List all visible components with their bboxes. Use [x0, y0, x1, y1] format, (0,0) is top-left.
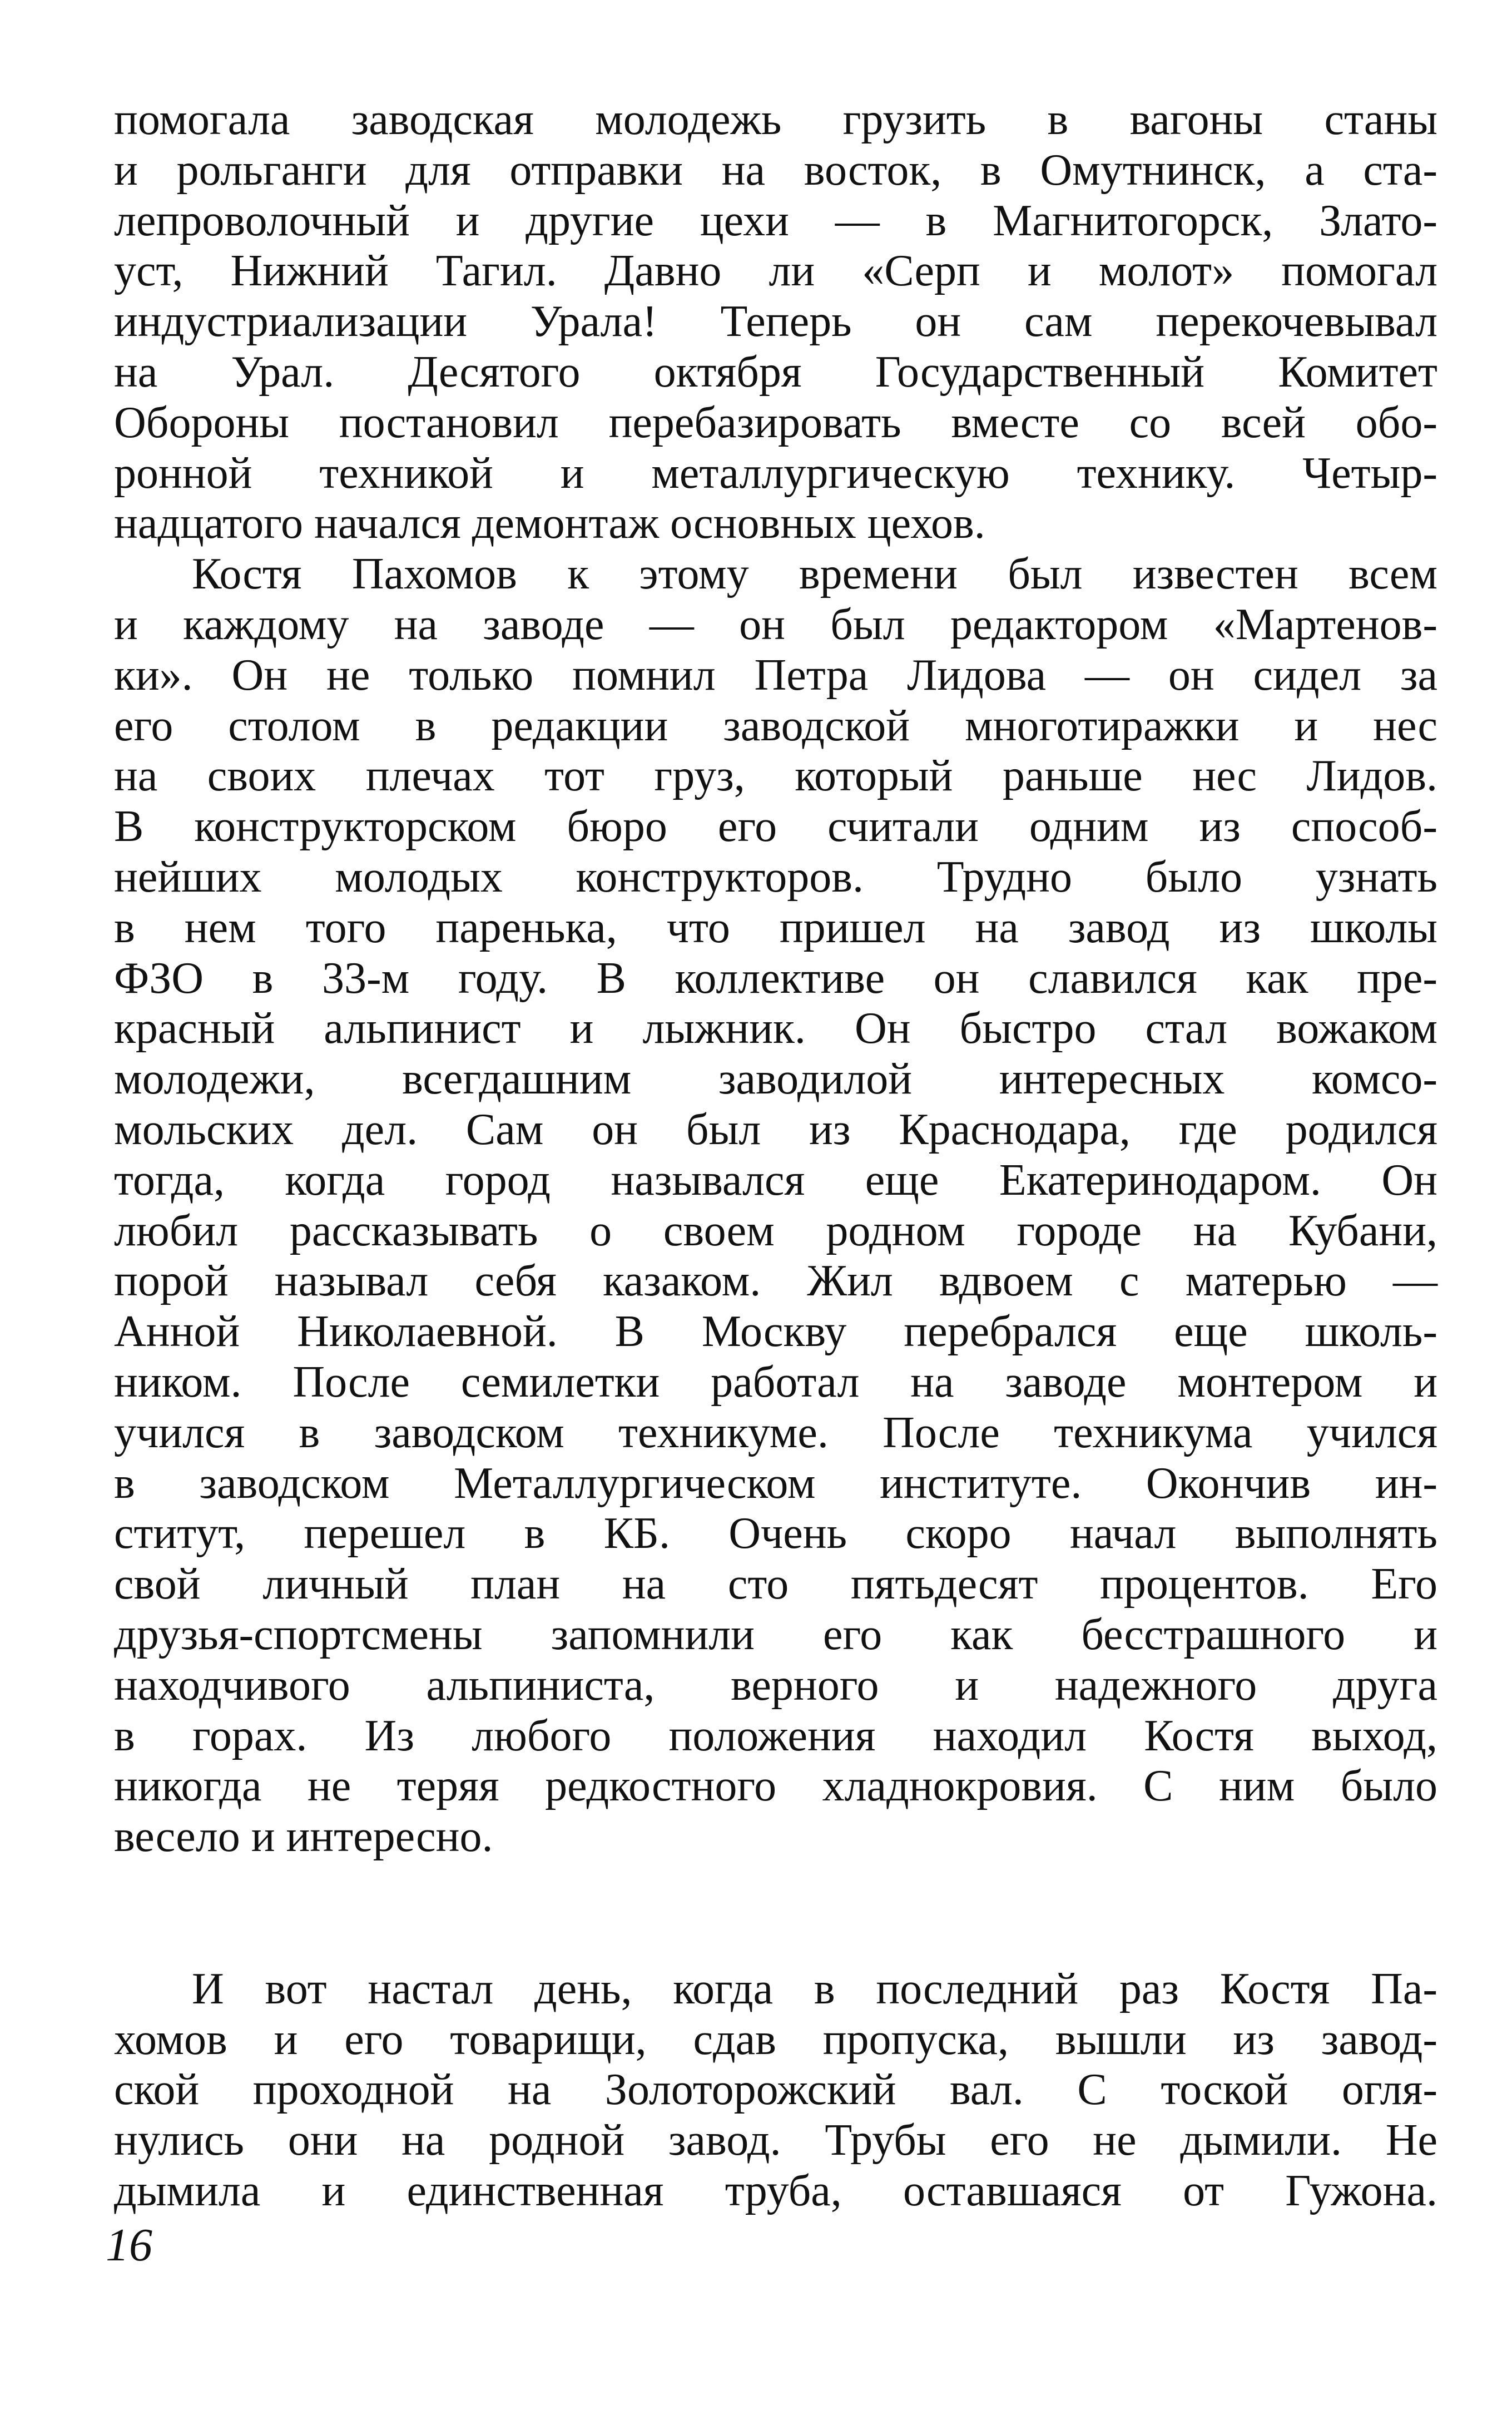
text-line: любил рассказывать о своем родном городе на Кубани,	[114, 1206, 1437, 1255]
paragraph-3	[114, 1964, 1437, 2216]
text-line: И вот настал день, когда в последний раз Костя Па-	[192, 1964, 1437, 2013]
text-line: Костя Пахомов к этому времени был известен всем	[192, 550, 1437, 599]
page-text	[114, 95, 1437, 2216]
text-line: ФЗО в 33-м году. В коллективе он славился как пре-	[114, 953, 1437, 1003]
text-line: ской проходной на Золоторожский вал. С тоской огля-	[114, 2065, 1437, 2115]
text-line: и каждому на заводе — он был редактором «Мартенов-	[114, 600, 1437, 649]
text-line: порой называл себя казаком. Жил вдвоем с матерью —	[114, 1256, 1437, 1306]
text-line: его столом в редакции заводской многотиражки и нес	[114, 701, 1437, 750]
text-line: молодежи, всегдашним заводилой интересных комсо-	[114, 1055, 1437, 1104]
text-line: свой личный план на сто пятьдесят процентов. Его	[114, 1560, 1437, 1609]
text-line: учился в заводском техникуме. После техникума учился	[114, 1408, 1437, 1457]
page-number: 16	[106, 2219, 152, 2271]
text-line: друзья-спортсмены запомнили его как бесстрашного и	[114, 1610, 1437, 1659]
text-line: красный альпинист и лыжник. Он быстро стал вожаком	[114, 1004, 1437, 1053]
text-line: нейших молодых конструкторов. Трудно было узнать	[114, 852, 1437, 902]
text-line: на Урал. Десятого октября Государственный Комитет	[114, 347, 1437, 397]
text-line: весело и интересно.	[114, 1812, 493, 1862]
text-line: ником. После семилетки работал на заводе монтером и	[114, 1357, 1437, 1407]
text-line: мольских дел. Сам он был из Краснодара, где родился	[114, 1105, 1437, 1154]
text-line: никогда не теряя редкостного хладнокровия. С ним было	[114, 1761, 1437, 1811]
text-line: Обороны постановил перебазировать вместе со всей обо-	[114, 398, 1437, 447]
text-line: дымила и единственная труба, оставшаяся от Гужона.	[114, 2166, 1437, 2216]
text-line: в горах. Из любого положения находил Костя выход,	[114, 1711, 1437, 1760]
text-line: ститут, перешел в КБ. Очень скоро начал выполнять	[114, 1509, 1437, 1558]
text-line: нулись они на родной завод. Трубы его не дымили. Не	[114, 2116, 1437, 2165]
text-line: Анной Николаевной. В Москву перебрался еще школь-	[114, 1307, 1437, 1357]
text-line: В конструкторском бюро его считали одним из способ-	[114, 802, 1437, 852]
text-line: ки». Он не только помнил Петра Лидова — он сидел за	[114, 650, 1437, 700]
text-line: и рольганги для отправки на восток, в Омутнинск, а ста-	[114, 145, 1437, 195]
text-line: лепроволочный и другие цехи — в Магнитогорск, Злато-	[114, 196, 1437, 245]
text-line: на своих плечах тот груз, который раньше нес Лидов.	[114, 751, 1437, 801]
text-line: в заводском Металлургическом институте. Окончив ин-	[114, 1458, 1437, 1508]
text-line: находчивого альпиниста, верного и надежного друга	[114, 1660, 1437, 1710]
paragraph-1	[114, 95, 1437, 549]
text-line: ронной техникой и металлургическую технику. Четыр-	[114, 448, 1437, 498]
section-break	[114, 1862, 1437, 1964]
text-line: тогда, когда город назывался еще Екатеринодаром. Он	[114, 1155, 1437, 1205]
text-line: в нем того паренька, что пришел на завод из школы	[114, 903, 1437, 952]
paragraph-2	[114, 549, 1437, 1862]
text-line: уст, Нижний Тагил. Давно ли «Серп и молот» помогал	[114, 246, 1437, 296]
text-line: помогала заводская молодежь грузить в вагоны станы	[114, 95, 1437, 144]
text-line: индустриализации Урала! Теперь он сам перекочевывал	[114, 297, 1437, 347]
text-line: хомов и его товарищи, сдав пропуска, вышли из завод-	[114, 2015, 1437, 2064]
text-line: надцатого начался демонтаж основных цехов.	[114, 499, 985, 548]
